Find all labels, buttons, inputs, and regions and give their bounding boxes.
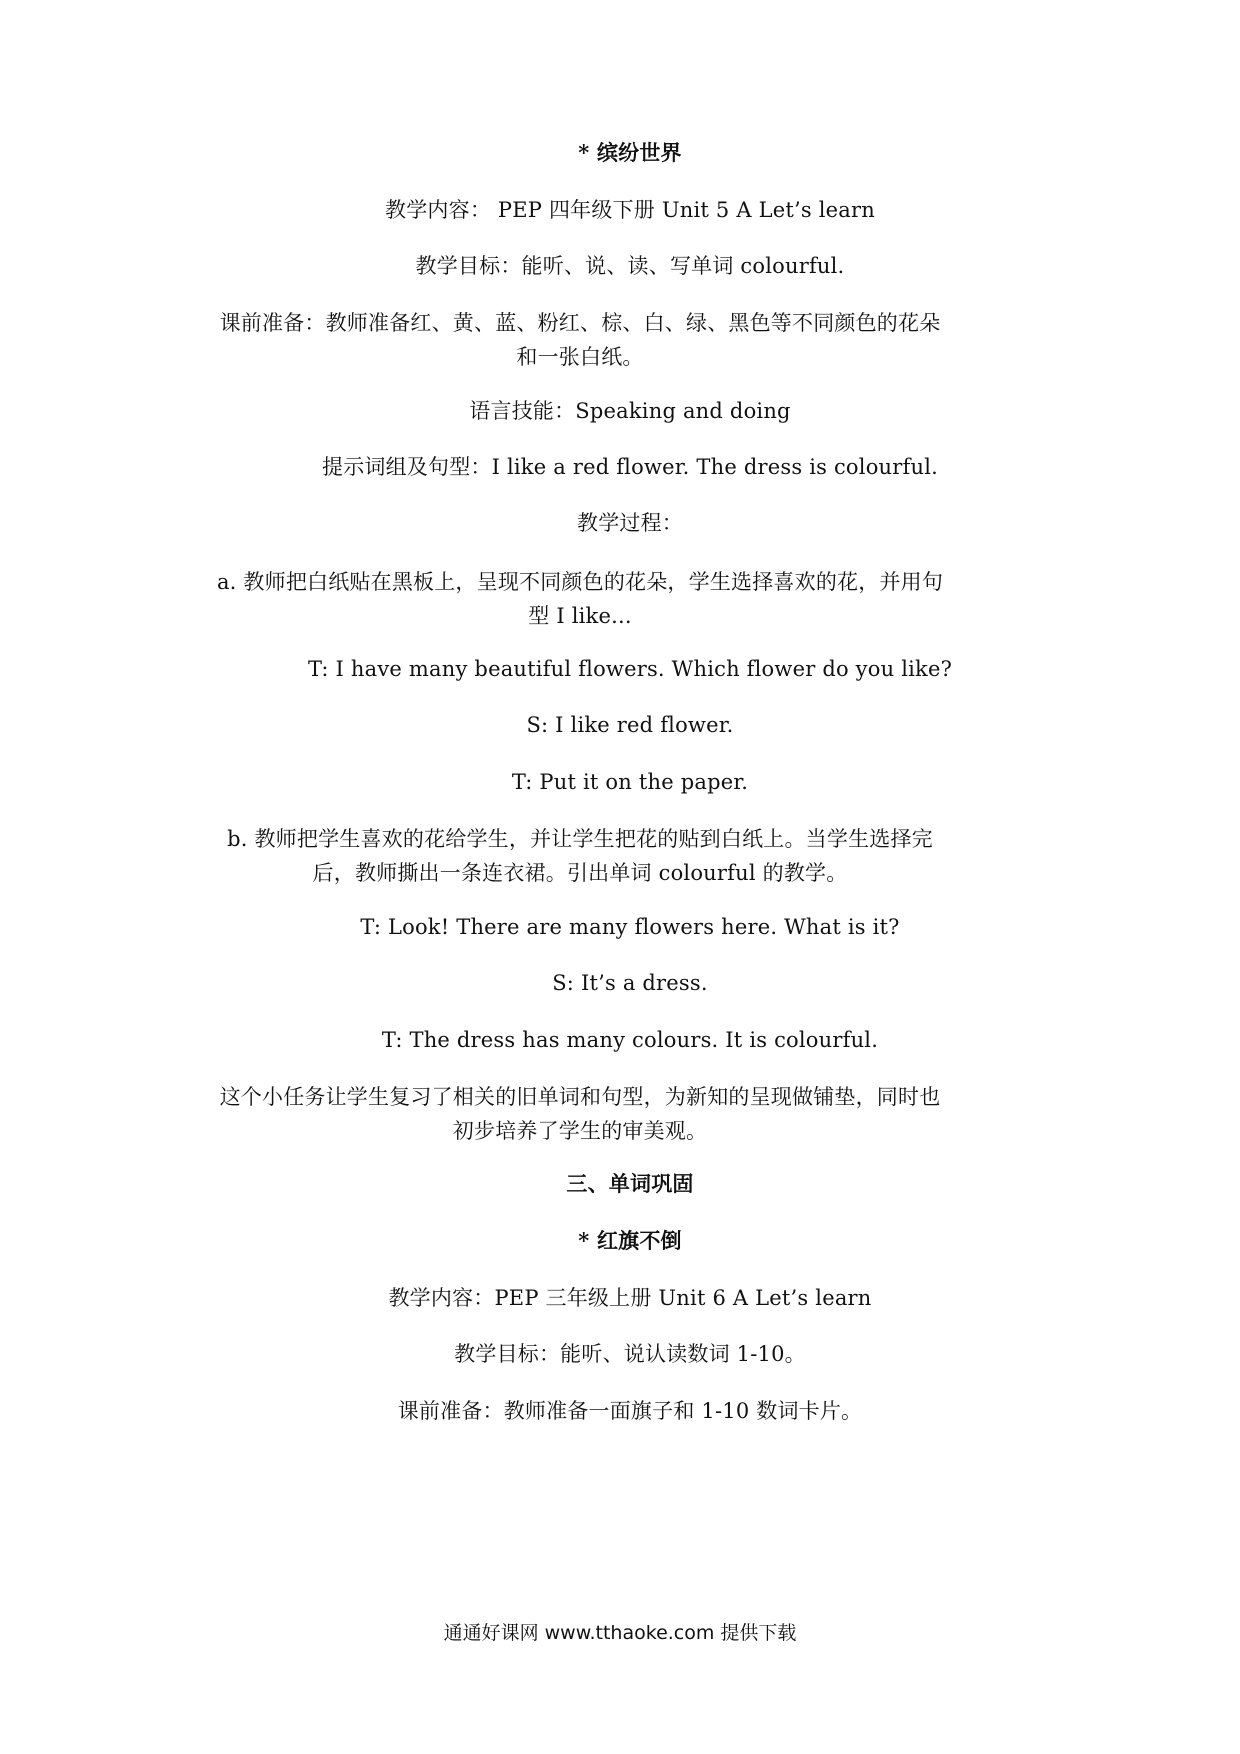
step-a-paragraph: a. 教师把白纸贴在黑板上，呈现不同颜色的花朵，学生选择喜欢的花，并用句型 I like... <box>216 570 944 628</box>
section-title-colorful-world: * 缤纷世界 <box>578 140 682 165</box>
step-b-paragraph: b. 教师把学生喜欢的花给学生，并让学生把花的贴到白纸上。当学生选择完后，教师撕出一条连衣裙。引出单词 colourful 的教学。 <box>227 827 933 885</box>
hint-sentence-line: 提示词组及句型：I like a red flower. The dress is colourful. <box>322 455 938 479</box>
teaching-goal-line: 教学目标：能听、说、读、写单词 colourful. <box>415 254 845 278</box>
teaching-goal-line-2: 教学目标：能听、说认读数词 1-10。 <box>454 1342 806 1366</box>
language-skill-line: 语言技能：Speaking and doing <box>469 399 791 423</box>
dialog-line-5: S: It’s a dress. <box>552 971 708 995</box>
dialog-line-3: T: Put it on the paper. <box>511 770 749 794</box>
teaching-content-line: 教学内容： PEP 四年级下册 Unit 5 A Let’s learn <box>385 198 875 222</box>
preparation-line: 课前准备：教师准备红、黄、蓝、粉红、棕、白、绿、黑色等不同颜色的花朵和一张白纸。 <box>219 311 941 369</box>
teaching-content-line-2: 教学内容：PEP 三年级上册 Unit 6 A Let’s learn <box>388 1286 872 1310</box>
summary-paragraph: 这个小任务让学生复习了相关的旧单词和句型，为新知的呈现做铺垫，同时也初步培养了学生的审美观。 <box>219 1085 941 1143</box>
dialog-line-2: S: I like red flower. <box>526 713 734 737</box>
teaching-process-label: 教学过程： <box>577 511 683 535</box>
dialog-line-4: T: Look! There are many flowers here. What is it? <box>360 915 900 939</box>
dialog-line-6: T: The dress has many colours. It is colourful. <box>381 1028 879 1052</box>
dialog-line-1: T: I have many beautiful flowers. Which flower do you like? <box>307 657 953 681</box>
section-title-red-flag: * 红旗不倒 <box>578 1228 682 1253</box>
preparation-line-2: 课前准备：教师准备一面旗子和 1-10 数词卡片。 <box>397 1399 863 1423</box>
section-heading-word-consolidation: 三、单词巩固 <box>566 1171 694 1196</box>
page-footer: 通通好课网 www.tthaoke.com 提供下载 <box>443 1622 797 1644</box>
